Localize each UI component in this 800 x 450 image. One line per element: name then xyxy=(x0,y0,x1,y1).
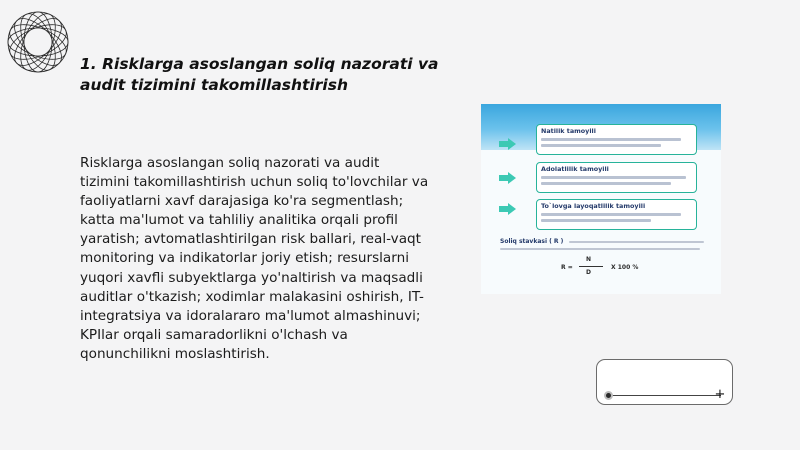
rosette-logo-icon xyxy=(4,4,72,82)
principle-box-title: Natilik tamoyili xyxy=(541,127,596,135)
principle-box-1 xyxy=(536,124,697,155)
principle-box-3 xyxy=(536,199,697,230)
principle-box-2 xyxy=(536,162,697,193)
formula-numerator: N xyxy=(586,256,592,263)
tax-rate-formula xyxy=(561,256,651,280)
plus-icon[interactable]: + xyxy=(714,387,726,402)
arrow-right-icon xyxy=(508,203,516,215)
principle-box-title: Adolatlilik tamoyili xyxy=(541,165,609,173)
slide-title: 1. Risklarga asoslangan soliq nazorati va audit tizimini takomillashtirish xyxy=(80,55,439,94)
record-dot-icon[interactable] xyxy=(604,391,613,400)
formula-label: Soliq stavkasi ( R ) xyxy=(500,238,564,245)
arrow-right-icon xyxy=(508,138,516,150)
infographic-heading xyxy=(521,110,711,120)
tax-principles-infographic xyxy=(481,104,721,294)
media-progress-track[interactable] xyxy=(607,395,721,396)
formula-r: R = xyxy=(561,264,573,271)
principle-box-title: To`lovga layoqatlilik tamoyili xyxy=(541,202,646,210)
formula-denominator: D xyxy=(586,269,591,276)
formula-multiplier: X 100 % xyxy=(611,264,639,271)
slide-body-text: Risklarga asoslangan soliq nazorati va audit tizimini takomillashtirish uchun soliq to'lovchilar va faoliyatlarni xavf darajasiga ko'ra segmentlash; katta ma'lumot va tahliliy analitika orqali profil yaratish; avtomatlashtirilgan risk ballari, real-vaqt monitoring va indikatorlar joriy etish; resurslarni yuqori xavfli subyektlarga yo'naltirish va maqsadli auditlar o'tkazish; xodimlar malakasini oshirish, IT-integratsiya va idoralararo ma'lumot almashinuvi; KPIlar orqali samaradorlikni o'lchash va qonunchilikni moslashtirish. xyxy=(80,155,429,362)
arrow-right-icon xyxy=(508,172,516,184)
media-control-bar[interactable] xyxy=(596,359,733,405)
